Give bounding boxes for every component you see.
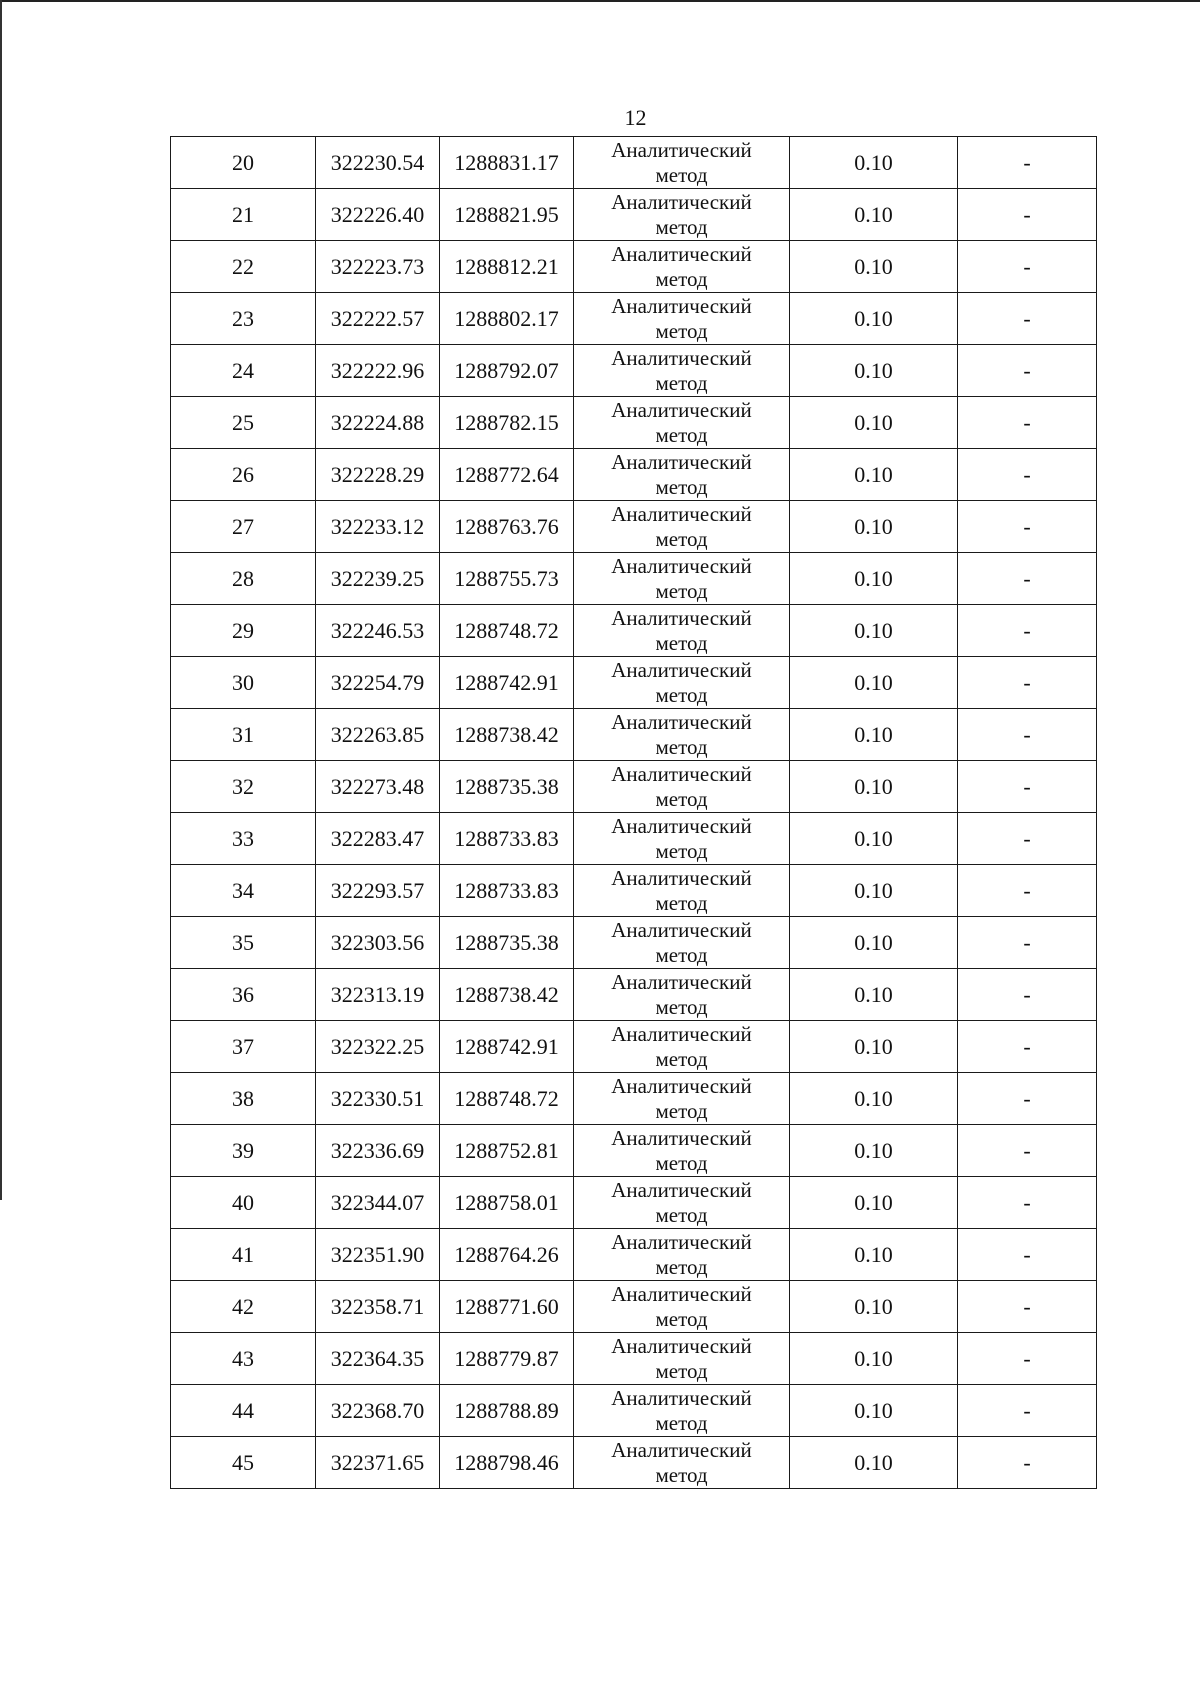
note-cell: -	[958, 189, 1097, 241]
y-coordinate-cell: 1288792.07	[440, 345, 574, 397]
table-row	[171, 1021, 1097, 1073]
table-row	[171, 1073, 1097, 1125]
y-coordinate-cell: 1288779.87	[440, 1333, 574, 1385]
note-cell: -	[958, 1333, 1097, 1385]
note-cell: -	[958, 1281, 1097, 1333]
accuracy-cell: 0.10	[790, 709, 958, 761]
method-line-2: метод	[655, 214, 708, 239]
method-line-1: Аналитический	[611, 813, 752, 838]
method-line-1: Аналитический	[611, 605, 752, 630]
point-number-cell: 21	[171, 189, 316, 241]
point-number-cell: 42	[171, 1281, 316, 1333]
method-line-2: метод	[655, 1150, 708, 1175]
note-cell: -	[958, 1125, 1097, 1177]
x-coordinate-cell: 322222.57	[316, 293, 440, 345]
y-coordinate-cell: 1288735.38	[440, 761, 574, 813]
note-cell: -	[958, 813, 1097, 865]
note-cell: -	[958, 761, 1097, 813]
method-cell	[574, 345, 790, 397]
method-cell	[574, 865, 790, 917]
note-cell: -	[958, 397, 1097, 449]
accuracy-cell: 0.10	[790, 865, 958, 917]
accuracy-cell: 0.10	[790, 137, 958, 189]
method-line-1: Аналитический	[611, 137, 752, 162]
y-coordinate-cell: 1288748.72	[440, 1073, 574, 1125]
method-line-1: Аналитический	[611, 345, 752, 370]
point-number-cell: 23	[171, 293, 316, 345]
method-line-2: метод	[655, 318, 708, 343]
accuracy-cell: 0.10	[790, 761, 958, 813]
method-line-1: Аналитический	[611, 1333, 752, 1358]
method-cell	[574, 397, 790, 449]
accuracy-cell: 0.10	[790, 397, 958, 449]
table-row	[171, 657, 1097, 709]
y-coordinate-cell: 1288771.60	[440, 1281, 574, 1333]
point-number-cell: 45	[171, 1437, 316, 1489]
x-coordinate-cell: 322364.35	[316, 1333, 440, 1385]
note-cell: -	[958, 137, 1097, 189]
note-cell: -	[958, 605, 1097, 657]
x-coordinate-cell: 322222.96	[316, 345, 440, 397]
method-line-1: Аналитический	[611, 865, 752, 890]
scan-edge-left	[0, 0, 2, 1200]
method-cell	[574, 1125, 790, 1177]
method-line-2: метод	[655, 526, 708, 551]
y-coordinate-cell: 1288812.21	[440, 241, 574, 293]
method-line-1: Аналитический	[611, 241, 752, 266]
x-coordinate-cell: 322303.56	[316, 917, 440, 969]
x-coordinate-cell: 322351.90	[316, 1229, 440, 1281]
table-row	[171, 917, 1097, 969]
note-cell: -	[958, 1021, 1097, 1073]
method-line-1: Аналитический	[611, 449, 752, 474]
method-line-2: метод	[655, 942, 708, 967]
table-row	[171, 1385, 1097, 1437]
table-row	[171, 813, 1097, 865]
accuracy-cell: 0.10	[790, 1021, 958, 1073]
note-cell: -	[958, 969, 1097, 1021]
method-line-2: метод	[655, 994, 708, 1019]
point-number-cell: 37	[171, 1021, 316, 1073]
point-number-cell: 40	[171, 1177, 316, 1229]
scan-edge-top	[0, 0, 1200, 2]
method-cell	[574, 761, 790, 813]
method-cell	[574, 1021, 790, 1073]
method-cell	[574, 813, 790, 865]
y-coordinate-cell: 1288735.38	[440, 917, 574, 969]
method-line-1: Аналитический	[611, 293, 752, 318]
method-line-2: метод	[655, 1306, 708, 1331]
accuracy-cell: 0.10	[790, 1073, 958, 1125]
accuracy-cell: 0.10	[790, 969, 958, 1021]
note-cell: -	[958, 241, 1097, 293]
y-coordinate-cell: 1288742.91	[440, 657, 574, 709]
method-line-2: метод	[655, 838, 708, 863]
table-row	[171, 553, 1097, 605]
method-cell	[574, 501, 790, 553]
method-line-2: метод	[655, 1046, 708, 1071]
method-line-2: метод	[655, 474, 708, 499]
method-line-2: метод	[655, 786, 708, 811]
method-line-1: Аналитический	[611, 969, 752, 994]
method-line-1: Аналитический	[611, 1385, 752, 1410]
table-row	[171, 1177, 1097, 1229]
point-number-cell: 22	[171, 241, 316, 293]
note-cell: -	[958, 865, 1097, 917]
x-coordinate-cell: 322254.79	[316, 657, 440, 709]
x-coordinate-cell: 322246.53	[316, 605, 440, 657]
point-number-cell: 33	[171, 813, 316, 865]
y-coordinate-cell: 1288764.26	[440, 1229, 574, 1281]
point-number-cell: 31	[171, 709, 316, 761]
point-number-cell: 35	[171, 917, 316, 969]
method-line-2: метод	[655, 1098, 708, 1123]
method-cell	[574, 1281, 790, 1333]
table-row	[171, 709, 1097, 761]
y-coordinate-cell: 1288742.91	[440, 1021, 574, 1073]
accuracy-cell: 0.10	[790, 1125, 958, 1177]
method-cell	[574, 189, 790, 241]
x-coordinate-cell: 322336.69	[316, 1125, 440, 1177]
method-line-2: метод	[655, 1462, 708, 1487]
note-cell: -	[958, 1073, 1097, 1125]
point-number-cell: 32	[171, 761, 316, 813]
x-coordinate-cell: 322226.40	[316, 189, 440, 241]
coordinates-table-body	[171, 137, 1097, 1489]
method-line-1: Аналитический	[611, 189, 752, 214]
method-cell	[574, 1437, 790, 1489]
y-coordinate-cell: 1288772.64	[440, 449, 574, 501]
method-line-2: метод	[655, 370, 708, 395]
method-line-1: Аналитический	[611, 1229, 752, 1254]
point-number-cell: 27	[171, 501, 316, 553]
note-cell: -	[958, 553, 1097, 605]
y-coordinate-cell: 1288738.42	[440, 709, 574, 761]
table-row	[171, 501, 1097, 553]
x-coordinate-cell: 322263.85	[316, 709, 440, 761]
method-line-2: метод	[655, 266, 708, 291]
x-coordinate-cell: 322368.70	[316, 1385, 440, 1437]
y-coordinate-cell: 1288788.89	[440, 1385, 574, 1437]
table-row	[171, 605, 1097, 657]
table-row	[171, 1229, 1097, 1281]
accuracy-cell: 0.10	[790, 1177, 958, 1229]
y-coordinate-cell: 1288782.15	[440, 397, 574, 449]
table-row	[171, 1281, 1097, 1333]
table-row	[171, 137, 1097, 189]
point-number-cell: 36	[171, 969, 316, 1021]
note-cell: -	[958, 1177, 1097, 1229]
accuracy-cell: 0.10	[790, 241, 958, 293]
page-number: 12	[624, 105, 647, 130]
point-number-cell: 43	[171, 1333, 316, 1385]
x-coordinate-cell: 322224.88	[316, 397, 440, 449]
note-cell: -	[958, 1229, 1097, 1281]
y-coordinate-cell: 1288831.17	[440, 137, 574, 189]
note-cell: -	[958, 449, 1097, 501]
x-coordinate-cell: 322371.65	[316, 1437, 440, 1489]
coordinates-table	[170, 136, 1097, 1489]
x-coordinate-cell: 322322.25	[316, 1021, 440, 1073]
method-cell	[574, 293, 790, 345]
point-number-cell: 38	[171, 1073, 316, 1125]
y-coordinate-cell: 1288798.46	[440, 1437, 574, 1489]
x-coordinate-cell: 322228.29	[316, 449, 440, 501]
x-coordinate-cell: 322313.19	[316, 969, 440, 1021]
method-cell	[574, 1229, 790, 1281]
method-cell	[574, 137, 790, 189]
x-coordinate-cell: 322330.51	[316, 1073, 440, 1125]
table-row	[171, 241, 1097, 293]
table-row	[171, 761, 1097, 813]
point-number-cell: 24	[171, 345, 316, 397]
note-cell: -	[958, 657, 1097, 709]
point-number-cell: 34	[171, 865, 316, 917]
method-line-2: метод	[655, 1202, 708, 1227]
method-line-1: Аналитический	[611, 1021, 752, 1046]
method-line-1: Аналитический	[611, 501, 752, 526]
method-line-2: метод	[655, 682, 708, 707]
point-number-cell: 39	[171, 1125, 316, 1177]
accuracy-cell: 0.10	[790, 501, 958, 553]
y-coordinate-cell: 1288733.83	[440, 865, 574, 917]
method-line-2: метод	[655, 422, 708, 447]
table-row	[171, 969, 1097, 1021]
method-line-1: Аналитический	[611, 397, 752, 422]
y-coordinate-cell: 1288748.72	[440, 605, 574, 657]
x-coordinate-cell: 322230.54	[316, 137, 440, 189]
x-coordinate-cell: 322283.47	[316, 813, 440, 865]
table-row	[171, 1333, 1097, 1385]
table-row	[171, 293, 1097, 345]
note-cell: -	[958, 1385, 1097, 1437]
accuracy-cell: 0.10	[790, 813, 958, 865]
method-line-2: метод	[655, 1254, 708, 1279]
table-row	[171, 865, 1097, 917]
method-line-1: Аналитический	[611, 553, 752, 578]
method-line-2: метод	[655, 1358, 708, 1383]
method-line-2: метод	[655, 890, 708, 915]
method-line-1: Аналитический	[611, 1177, 752, 1202]
table-row	[171, 449, 1097, 501]
table-row	[171, 345, 1097, 397]
method-line-1: Аналитический	[611, 657, 752, 682]
method-line-1: Аналитический	[611, 709, 752, 734]
point-number-cell: 20	[171, 137, 316, 189]
note-cell: -	[958, 709, 1097, 761]
accuracy-cell: 0.10	[790, 917, 958, 969]
y-coordinate-cell: 1288763.76	[440, 501, 574, 553]
method-line-1: Аналитический	[611, 761, 752, 786]
accuracy-cell: 0.10	[790, 1281, 958, 1333]
x-coordinate-cell: 322233.12	[316, 501, 440, 553]
method-cell	[574, 553, 790, 605]
table-row	[171, 189, 1097, 241]
method-cell	[574, 969, 790, 1021]
method-line-2: метод	[655, 162, 708, 187]
x-coordinate-cell: 322223.73	[316, 241, 440, 293]
method-line-2: метод	[655, 578, 708, 603]
x-coordinate-cell: 322293.57	[316, 865, 440, 917]
table-row	[171, 397, 1097, 449]
note-cell: -	[958, 917, 1097, 969]
point-number-cell: 44	[171, 1385, 316, 1437]
note-cell: -	[958, 1437, 1097, 1489]
method-cell	[574, 449, 790, 501]
point-number-cell: 28	[171, 553, 316, 605]
table-row	[171, 1437, 1097, 1489]
y-coordinate-cell: 1288758.01	[440, 1177, 574, 1229]
x-coordinate-cell: 322239.25	[316, 553, 440, 605]
note-cell: -	[958, 293, 1097, 345]
method-cell	[574, 605, 790, 657]
accuracy-cell: 0.10	[790, 1437, 958, 1489]
y-coordinate-cell: 1288821.95	[440, 189, 574, 241]
method-cell	[574, 1177, 790, 1229]
x-coordinate-cell: 322358.71	[316, 1281, 440, 1333]
accuracy-cell: 0.10	[790, 345, 958, 397]
method-line-2: метод	[655, 734, 708, 759]
method-cell	[574, 1073, 790, 1125]
method-line-2: метод	[655, 630, 708, 655]
method-line-1: Аналитический	[611, 1073, 752, 1098]
y-coordinate-cell: 1288752.81	[440, 1125, 574, 1177]
method-cell	[574, 657, 790, 709]
method-line-1: Аналитический	[611, 917, 752, 942]
method-cell	[574, 1333, 790, 1385]
accuracy-cell: 0.10	[790, 605, 958, 657]
y-coordinate-cell: 1288755.73	[440, 553, 574, 605]
method-cell	[574, 709, 790, 761]
method-line-1: Аналитический	[611, 1437, 752, 1462]
accuracy-cell: 0.10	[790, 1229, 958, 1281]
note-cell: -	[958, 345, 1097, 397]
table-row	[171, 1125, 1097, 1177]
accuracy-cell: 0.10	[790, 657, 958, 709]
x-coordinate-cell: 322273.48	[316, 761, 440, 813]
method-line-1: Аналитический	[611, 1281, 752, 1306]
accuracy-cell: 0.10	[790, 1333, 958, 1385]
point-number-cell: 25	[171, 397, 316, 449]
method-cell	[574, 1385, 790, 1437]
y-coordinate-cell: 1288802.17	[440, 293, 574, 345]
note-cell: -	[958, 501, 1097, 553]
method-line-2: метод	[655, 1410, 708, 1435]
accuracy-cell: 0.10	[790, 1385, 958, 1437]
accuracy-cell: 0.10	[790, 189, 958, 241]
point-number-cell: 29	[171, 605, 316, 657]
accuracy-cell: 0.10	[790, 293, 958, 345]
point-number-cell: 30	[171, 657, 316, 709]
y-coordinate-cell: 1288738.42	[440, 969, 574, 1021]
method-line-1: Аналитический	[611, 1125, 752, 1150]
method-cell	[574, 917, 790, 969]
accuracy-cell: 0.10	[790, 449, 958, 501]
x-coordinate-cell: 322344.07	[316, 1177, 440, 1229]
method-cell	[574, 241, 790, 293]
y-coordinate-cell: 1288733.83	[440, 813, 574, 865]
point-number-cell: 26	[171, 449, 316, 501]
point-number-cell: 41	[171, 1229, 316, 1281]
accuracy-cell: 0.10	[790, 553, 958, 605]
